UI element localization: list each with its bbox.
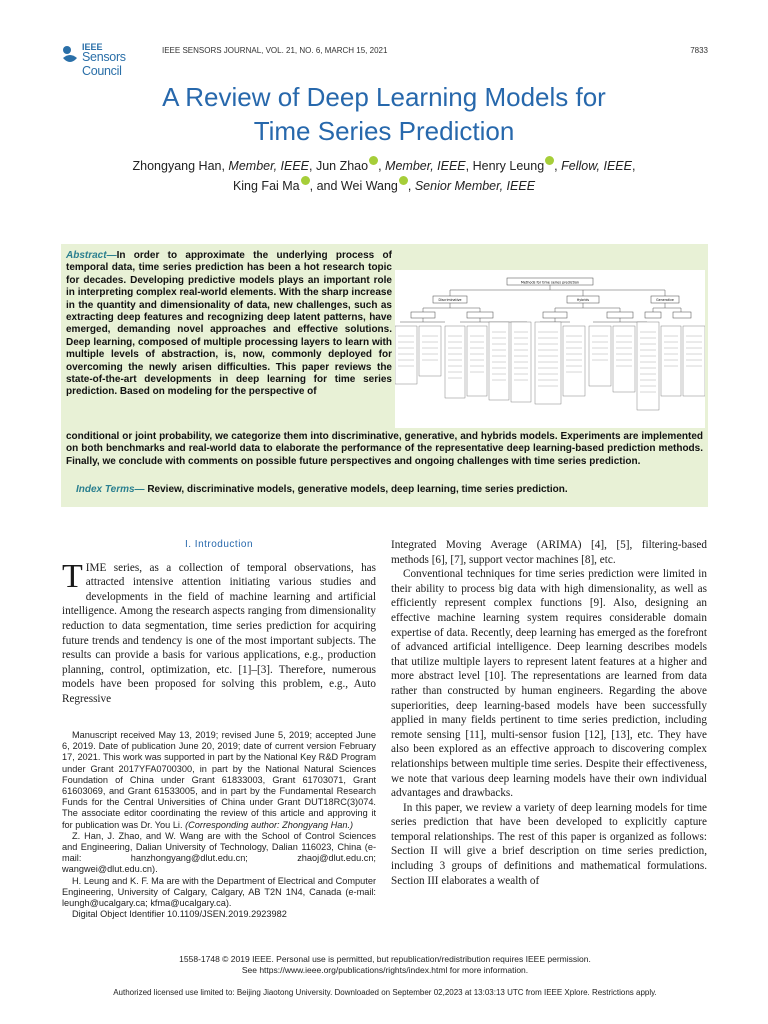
taxonomy-figure [395,270,705,428]
ieee-sensors-council-logo [62,42,162,78]
category-label: Discriminative [438,298,462,302]
author-3: , Henry Leung [465,159,545,174]
abstract-box [61,244,708,507]
subcategory-node [543,312,567,318]
paper-title [90,80,678,148]
copyright-line-2[interactable]: See https://www.ieee.org/publications/rights/index.html for more information. [241,965,529,975]
author-2-role: Member, IEEE [385,159,466,174]
footnote-doi: Digital Object Identifier 10.1109/JSEN.2019.2923982 [72,909,287,920]
method-box [395,326,417,384]
footnote-affiliation-2: H. Leung and K. F. Ma are with the Department of Electrical and Computer Engineering, University of Calgary, Calgary, AB T2N 1N4, Canada (e-mail: leungh@ucalgary.ca; kfma@ucalgary.ca). [62,875,376,909]
author-2: , Jun Zhao [309,159,369,174]
drop-cap: T [62,557,83,595]
orcid-icon[interactable] [545,156,554,165]
author-4: King Fai Ma [232,179,300,194]
method-box [563,326,585,396]
method-box [489,322,509,400]
intro-paragraph-2: Conventional techniques for time series prediction were limited in their ability to process big data with high dimensionality, as well as efficiently represent complex functions [9]. Also, designing an effective machine learning system requires considerable domain expertise of data. Recently, deep learning has emerged as the forefront of advanced artificial intelligence. Deep learning describes models that utilize multiple layers to represent latent features at a higher and more abstract level [10]. The representations are learned from data rather than constructed by human engineers. Regarding the above superiorities, deep learning-based models have been successfully applied in many fields pertinent to time series prediction, including remote sensing [11], multi-sensor fusion [12], [13], etc. They have also been explored as an effective approach to discovering complex relationships between multiple time series. Despite their effectiveness, we note that various deep learning models have their own individual advantages and drawbacks. [391,568,707,800]
footnote-manuscript: Manuscript received May 13, 2019; revised June 5, 2019; accepted June 6, 2019. Date of publication June 20, 2019; date of current version February 17, 2021. This work was supported in part by the National Key R&D Program under Grant 2017YFA0700300, in part by the National Natural Sciences Foundation of China under Grant 61833003, Grant 61703071, Grant 61603069, and Grant 61533005, and in part by the Fundamental Research Funds for the Central Universities of China under Grant DUT18RC(3)074. The associate editor coordinating the review of this article and approving it for publication was Dr. You Li. (Corresponding author: Zhongyang Han.) [62,730,376,830]
page-number: 7833 [690,46,708,55]
method-box [589,326,611,386]
subcategory-node [411,312,435,318]
taxonomy-diagram [395,270,705,428]
root-node-label: Methods for time series prediction [520,280,580,285]
method-box [637,322,659,410]
sensors-council-logo-icon [62,44,78,66]
logo-ieee-text: IEEE [82,42,103,52]
page-header [62,42,708,78]
title-line-1: A Review of Deep Learning Models for [162,82,606,112]
abstract-text-top: Abstract—In order to approximate the underlying process of temporal data, time series prediction has been a hot research topic for decades. Developing predictive models plays an important role in interpreting complex real-world elements. With the sharp increase in the quantity and dimensionality of data, new challenges, such as extracting deep features and recognizing deep latent patterns, have emerged, demanding novel approaches and effective solutions. Deep learning, composed of multiple processing layers to learn with multiple levels of abstraction, is, now, commonly deployed for overcoming the newly arisen difficulties. This paper reviews the state-of-the-art developments in deep learning for time series prediction. Based on modeling for the perspective of [66,250,392,398]
author-1: Zhongyang Han, [132,159,229,174]
method-box [445,326,465,398]
subcategory-node [645,312,661,318]
copyright-line-1: 1558-1748 © 2019 IEEE. Personal use is permitted, but republication/redistribution requires IEEE permission. [179,954,591,964]
category-label: Hybrids [576,298,590,302]
abstract-text-bottom: conditional or joint probability, we categorize them into discriminative, generative, and hybrids models. Experiments are implemented on both benchmarks and real-world data to elaborate the performance of the representative deep learning-based prediction methods. Finally, we conclude with comments on possible future perspectives and ongoing challenges with time series prediction. [66,431,703,467]
orcid-icon[interactable] [301,176,310,185]
method-box [419,326,441,376]
method-box [467,326,487,396]
orcid-icon[interactable] [369,156,378,165]
copyright-notice [62,954,708,976]
title-line-2: Time Series Prediction [253,116,515,146]
subcategory-node [607,312,633,318]
license-notice: Authorized licensed use limited to: Beijing Jiaotong University. Downloaded on September 02,2023 at 13:03:13 UTC from IEEE Xplore. Restrictions apply. [113,988,657,997]
author-1-role: Member, IEEE [228,159,310,174]
right-column [391,538,707,888]
index-terms: Index Terms— Review, discriminative models, generative models, deep learning, time series prediction. [76,484,568,495]
intro-paragraph-3: In this paper, we review a variety of deep learning models for time series prediction that have been developed to explicitly capture temporal relationships. The rest of this paper is organized as follows: Section II will give a brief description on time series prediction, including 3 groups of definitions and mathematical formulations. Section III elaborates a wealth of [391,801,707,887]
author-5: , and Wei Wang [309,179,398,194]
journal-citation: IEEE SENSORS JOURNAL, VOL. 21, NO. 6, MARCH 15, 2021 [162,46,388,55]
method-box [535,322,561,404]
intro-paragraph-1-cont: Integrated Moving Average (ARIMA) [4], [5], filtering-based methods [6], [7], support vector machines [8], etc. [391,539,707,566]
intro-paragraph-1: TIME series, as a collection of temporal observations, has attracted intensive attention initiating various studies and developments in the field of machine learning and artificial intelligence. Among the research aspects ranging from dimensionality reduction to data segmentation, time series prediction for acquiring future trends and tendency is one of the most important subjects. The results can provide a basis for various applications, e.g., production planning, control, optimization, etc. [1]–[3]. Therefore, numerous models have been proposed for solving this problem, e.g., Auto Regressive [62,557,376,705]
author-list: Zhongyang Han, Member, IEEE, Jun Zhao , Member, IEEE, Henry Leung , Fellow, IEEE, King Fai Ma , and Wei Wang , Senior Member, IEEE [80,156,688,196]
author-3-role: Fellow, IEEE [561,159,632,174]
first-page-footnote [62,730,376,920]
section-heading: I. Introduction [184,539,254,550]
subcategory-node [673,312,691,318]
subcategory-node [467,312,493,318]
abstract-label: Abstract— [66,250,117,261]
orcid-icon[interactable] [399,176,408,185]
category-label: Generative [656,298,674,302]
footnote-affiliation-1: Z. Han, J. Zhao, and W. Wang are with the School of Control Sciences and Engineering, Dalian University of Technology, Dalian 116023, China (e-mail: hanzhongyang@dlut.edu.cn; zhaoj@dlut.edu.cn; wangwei@dlut.edu.cn). [62,830,376,875]
method-box [661,326,681,396]
method-box [683,326,705,396]
index-terms-label: Index Terms— [76,484,145,495]
logo-council-text: Sensors Council [82,50,126,78]
author-5-role: Senior Member, IEEE [414,179,536,194]
left-column [62,538,376,707]
